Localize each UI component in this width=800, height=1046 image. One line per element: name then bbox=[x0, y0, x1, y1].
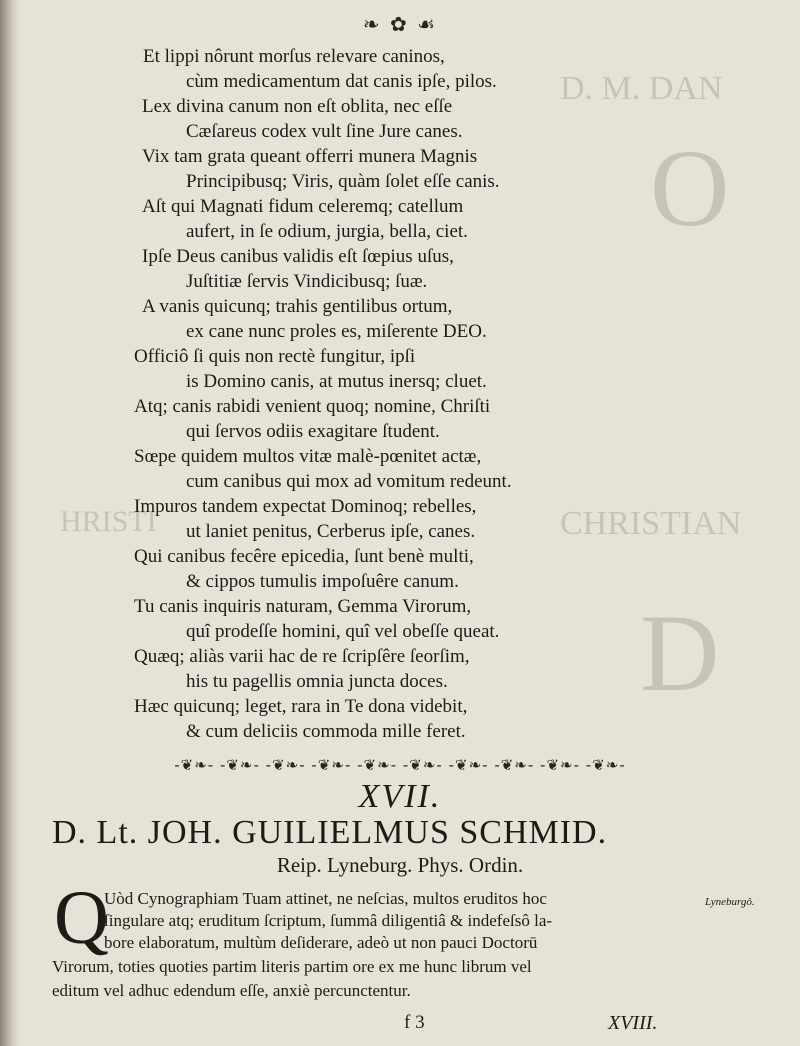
bleed-through-initial: O bbox=[650, 127, 730, 249]
bleed-through-text: CHRISTIAN bbox=[560, 505, 742, 542]
section-numeral: XVII. bbox=[358, 778, 442, 815]
poem-line: his tu pagellis omnia juncta doces. bbox=[186, 671, 448, 692]
poem-line: Atq; canis rabidi venient quoq; nomine, Chriſti bbox=[134, 396, 491, 417]
poem-line: Juſtitiæ ſervis Vindicibusq; ſuæ. bbox=[186, 271, 428, 292]
poem-line: quî prodeſſe homini, quî vel obeſſe queat. bbox=[186, 621, 500, 642]
poem-line: is Domino canis, at mutus inersq; cluet. bbox=[186, 371, 487, 392]
bleed-through-initial: D bbox=[640, 592, 720, 714]
poem-line: Quæq; aliàs varii hac de re ſcripſêre ſeorſim, bbox=[134, 646, 470, 667]
section-rule-ornament: -❦❧- -❦❧- -❦❧- -❦❧- -❦❧- -❦❧- -❦❧- -❦❧- -❦❧- -❦❧- bbox=[174, 756, 626, 774]
poem-line: A vanis quicunq; trahis gentilibus ortum, bbox=[142, 296, 453, 317]
author-heading: D. Lt. JOH. GUILIELMUS SCHMID. bbox=[52, 814, 608, 851]
poem-line: Hæc quicunq; leget, rara in Te dona videbit, bbox=[134, 696, 468, 717]
poem-line: cùm medicamentum dat canis ipſe, pilos. bbox=[186, 71, 497, 92]
poem-line: Cæſareus codex vult ſine Jure canes. bbox=[186, 121, 463, 142]
poem-line: qui ſervos odiis exagitare ſtudent. bbox=[186, 421, 440, 442]
bleed-through-text: D. M. DAN bbox=[560, 70, 723, 107]
author-title: Reip. Lyneburg. Phys. Ordin. bbox=[276, 853, 524, 877]
poem-line: & cum deliciis commoda mille feret. bbox=[186, 721, 466, 742]
signature-mark: f 3 bbox=[404, 1012, 425, 1033]
poem-line: Tu canis inquiris naturam, Gemma Virorum, bbox=[134, 596, 472, 617]
poem-line: Impuros tandem expectat Dominoq; rebelles, bbox=[134, 496, 477, 517]
poem-line: Officiô ſi quis non rectè fungitur, ipſi bbox=[134, 346, 416, 367]
prose-line: bore elaboratum, multùm deſiderare, adeò ut non pauci Doctorū bbox=[104, 933, 538, 952]
poem-line: ex cane nunc proles es, miſerente DEO. bbox=[186, 321, 487, 342]
prose-line: editum vel adhuc edendum eſſe, anxiè percunctentur. bbox=[52, 981, 411, 1000]
poem-line: cum canibus qui mox ad vomitum redeunt. bbox=[186, 471, 512, 492]
bleed-through-text: HRISTI bbox=[60, 505, 157, 538]
prose-line: Virorum, toties quoties partim literis partim ore ex me hunc librum vel bbox=[52, 957, 532, 976]
poem-line: Ipſe Deus canibus validis eſt ſœpius uſus, bbox=[142, 246, 454, 267]
poem-line: aufert, in ſe odium, jurgia, bella, ciet. bbox=[186, 221, 468, 242]
poem-line: Lex divina canum non eſt oblita, nec eſſe bbox=[142, 96, 453, 117]
poem-line: Principibusq; Viris, quàm ſolet eſſe canis. bbox=[186, 171, 500, 192]
prose-line: Uòd Cynographiam Tuam attinet, ne neſcias, multos eruditos hoc bbox=[104, 889, 547, 908]
catchword: XVIII. bbox=[608, 1012, 658, 1034]
poem-line: Aſt qui Magnati fidum celeremq; catellum bbox=[142, 196, 464, 217]
poem-line: Et lippi nôrunt morſus relevare caninos, bbox=[143, 46, 445, 67]
prose-line: ſingulare atq; eruditum ſcriptum, ſummâ diligentiâ & indefeſsô la- bbox=[104, 911, 553, 930]
poem-line: Vix tam grata queant offerri munera Magnis bbox=[142, 146, 478, 167]
poem-line: & cippos tumulis impoſuêre canum. bbox=[186, 571, 459, 592]
poem-line: ut laniet penitus, Cerberus ipſe, canes. bbox=[186, 521, 476, 542]
poem-line: Qui canibus fecêre epicedia, ſunt benè multi, bbox=[134, 546, 474, 567]
margin-note: Lyneburgô. bbox=[705, 896, 755, 908]
poem-line: Sœpe quidem multos vitæ malè-pœnitet actæ, bbox=[134, 446, 482, 467]
drop-capital: Q bbox=[54, 876, 109, 960]
head-ornament: ❧ ✿ ☙ bbox=[362, 12, 438, 36]
